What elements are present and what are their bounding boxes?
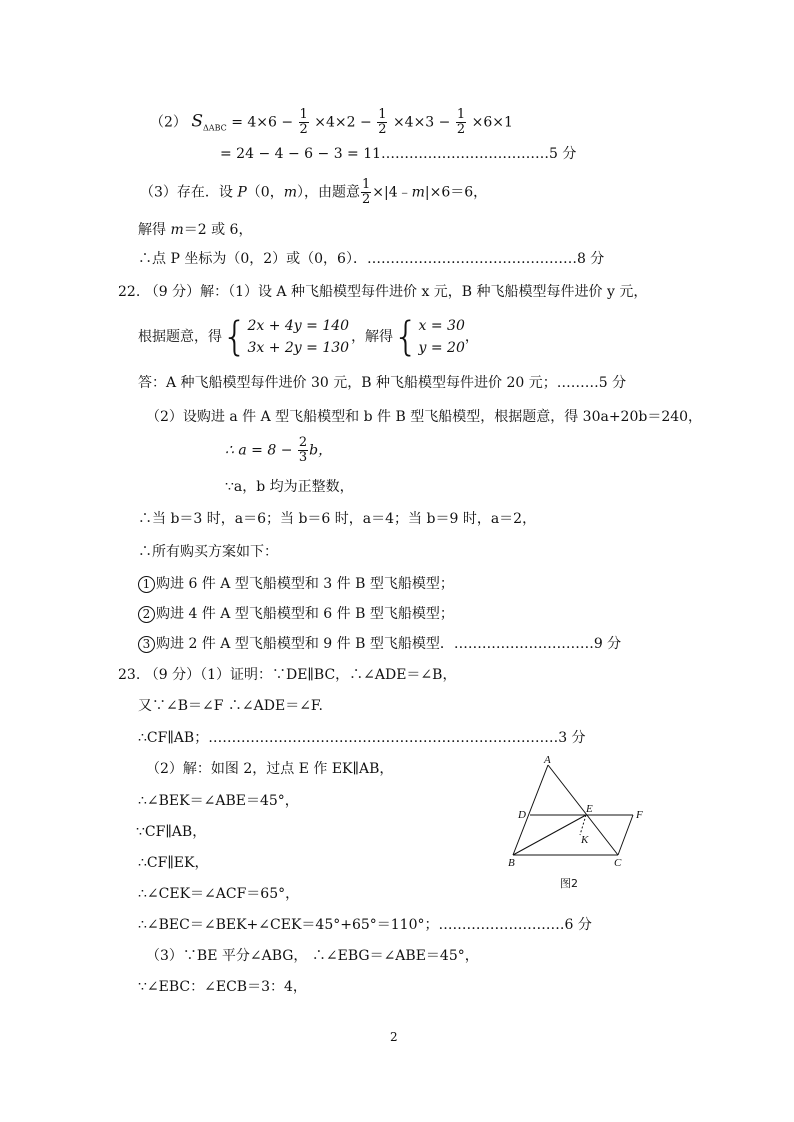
cases-line: ∴当 b＝3 时，a＝6；当 b＝6 时，a＝4；当 b＝9 时，a＝2， xyxy=(138,511,537,527)
q23-line: ∴CF∥AB；…………………………………………………………………3 分 xyxy=(138,730,586,746)
q23-line: ∴∠CEK＝∠ACF＝65°， xyxy=(138,886,300,902)
q23-line: ∵∠EBC：∠ECB＝3：4， xyxy=(138,979,307,995)
label-F: F xyxy=(636,809,643,821)
integer-condition: ∵a，b 均为正整数， xyxy=(225,479,354,495)
half-fraction: $\frac{1}{2}$ xyxy=(299,107,308,137)
q23-line: ∴∠BEK＝∠ABE＝45°， xyxy=(138,793,299,809)
solution-system: x = 30 y = 20 xyxy=(418,318,465,356)
label-B: B xyxy=(508,857,515,869)
segment-CF xyxy=(618,815,633,855)
q23-line: （2）解：如图 2，过点 E 作 EK∥AB， xyxy=(146,761,394,777)
figure-svg xyxy=(498,755,658,890)
plan-item: 3 购进 2 件 A 型飞船模型和 9 件 B 型飞船模型．…………………………9 分 xyxy=(138,635,621,653)
label-C: C xyxy=(614,857,622,869)
plan-item: 1 购进 6 件 A 型飞船模型和 3 件 B 型飞船模型； xyxy=(138,575,454,593)
part-label: （2） xyxy=(150,114,187,131)
area-formula-line: （2） $S_{\Delta ABC} = 4\times 6$ − $\frac{1}{2}$ ×4×2 − $\frac{1}{2}$ ×4×3 − $\frac{1}{2}$ ×6×1 xyxy=(150,107,513,137)
q22-heading: 22. （9 分）解：（1）设 A 种飞船模型每件进价 x 元，B 种飞船模型每件进价 y 元， xyxy=(118,284,648,300)
q23-line: ∴CF∥EK， xyxy=(138,855,209,871)
a-expression-line: ∴ a = 8 − $\frac{2}{3}$ b， xyxy=(225,435,333,465)
equation-system: 2x + 4y = 140 3x + 2y = 130 xyxy=(247,318,350,356)
solve-m-line: 解得 m＝2 或 6， xyxy=(138,222,253,238)
label-A: A xyxy=(544,755,551,766)
q23-line: ∴∠BEC＝∠BEK+∠CEK＝45°+65°＝110°；………………………6 分 xyxy=(138,917,592,933)
q22-answer: 答：A 种飞船模型每件进价 30 元，B 种飞船模型每件进价 20 元；………5 分 xyxy=(138,375,627,391)
two-thirds-fraction: $\frac{2}{3}$ xyxy=(298,435,308,465)
label-D: D xyxy=(518,809,526,821)
q23-line: ∵CF∥AB， xyxy=(136,824,207,840)
figure-caption: 图2 xyxy=(560,877,578,890)
area-result-line: = 24 − 4 − 6 − 3 = 11………………………………5 分 xyxy=(220,146,577,162)
geometry-figure xyxy=(498,755,658,894)
half-fraction: $\frac{1}{2}$ xyxy=(456,107,466,137)
equation-system-line: 根据题意，得 { 2x + 4y = 140 3x + 2y = 130 ，解得 { x = 30 y = 20 ， xyxy=(138,314,479,360)
half-fraction: $\frac{1}{2}$ xyxy=(361,177,371,207)
q23-line: （3）∵BE 平分∠ABG， ∴∠EBG＝∠ABE＝45°， xyxy=(146,948,479,964)
half-fraction: $\frac{1}{2}$ xyxy=(378,107,387,137)
label-E: E xyxy=(586,803,593,815)
part3-conclusion: ∴点 P 坐标为（0，2）或（0，6）．………………………………………8 分 xyxy=(138,251,605,267)
plans-heading: ∴所有购买方案如下： xyxy=(138,544,278,560)
q23-heading: 23. （9 分）（1）证明：∵DE∥BC，∴∠ADE＝∠B， xyxy=(118,667,457,683)
part3-line: （3）存在．设 P（0，m），由题意 $\frac{1}{2}$ ×|4﹣m|×6＝6， xyxy=(140,177,488,207)
segment-BE xyxy=(513,815,586,855)
plan-item: 2 购进 4 件 A 型飞船模型和 6 件 B 型飞船模型； xyxy=(138,605,454,623)
label-K: K xyxy=(581,834,589,846)
q23-line: 又∵∠B＝∠F ∴∠ADE＝∠F. xyxy=(138,698,323,714)
q22-part2-setup: （2）设购进 a 件 A 型飞船模型和 b 件 B 型飞船模型，根据题意，得 30a+20b＝240， xyxy=(146,409,703,425)
page-number: 2 xyxy=(390,1030,398,1044)
